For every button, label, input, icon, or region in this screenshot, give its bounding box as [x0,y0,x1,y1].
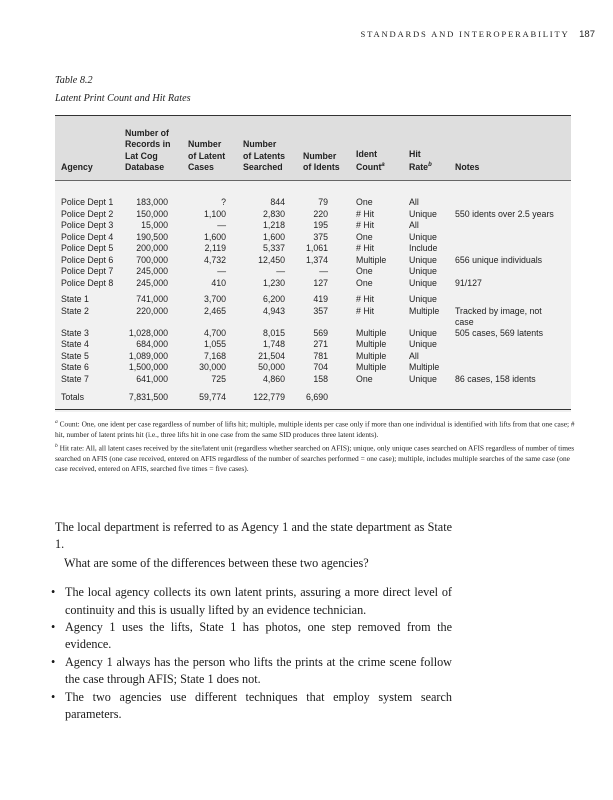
cell-records: 15,000 [141,220,168,230]
header-records: Number of Records in Lat Cog Database [125,127,171,173]
cell-idents: 375 [313,232,328,242]
cell-hit-rate: Unique [409,209,437,219]
cell-ident-count: One [356,266,373,276]
table-footnotes [55,417,575,475]
cell-records: 220,000 [136,306,168,316]
cell-idents: 271 [313,339,328,349]
header-notes: Notes [455,162,480,173]
cell-agency: State 4 [61,339,89,349]
cell-idents: 569 [313,328,328,338]
cell-ident-count: One [356,278,373,288]
cell-latent-cases: — [217,220,226,230]
list-item-text: The local agency collects its own latent prints, assuring a more direct level of continuity and this is usually lifted by an evidence technician. [65,585,452,617]
header-agency: Agency [61,162,93,173]
cell-records: 700,000 [136,255,168,265]
cell-latents-searched: 12,450 [258,255,285,265]
cell-latent-cases: 1,100 [203,209,226,219]
cell-ident-count: Multiple [356,339,387,349]
cell-agency: Police Dept 8 [61,278,114,288]
header-hit-rate [409,149,432,174]
cell-latents-searched: 2,830 [262,209,285,219]
cell-latents-searched: 1,748 [262,339,285,349]
cell-agency: Police Dept 2 [61,209,114,219]
cell-agency: Police Dept 7 [61,266,114,276]
cell-idents: 357 [313,306,328,316]
footnote-mark-b: b [428,162,432,169]
cell-records: 1,500,000 [128,362,168,372]
running-head [361,29,595,40]
cell-latents-searched: — [276,266,285,276]
cell-hit-rate: Unique [409,232,437,242]
cell-latent-cases: 4,732 [203,255,226,265]
cell-latent-cases: ? [221,197,226,207]
cell-latents-searched: 21,504 [258,351,285,361]
table-row [55,392,571,405]
cell-ident-count: One [356,374,373,384]
cell-latent-cases: 4,700 [203,328,226,338]
footnote-mark-a: a [381,162,385,169]
cell-latents-searched: 6,200 [262,294,285,304]
footnote-b-text: Hit rate: All, all latent cases received by the site/latent unit (regardless whether searched on AFIS); unique, only unique cases searched on AFIS regardless of number of times searched on AFIS (one case received, entered on AFIS regardless of the number of searches performed = one case); multiple, includes multiple searches of the same case (one case received, entered on AFIS, searched five times = five cases). [55,443,575,474]
list-item [51,654,452,689]
cell-hit-rate: Multiple [409,306,440,316]
cell-idents: 419 [313,294,328,304]
cell-hit-rate: Unique [409,255,437,265]
cell-idents: 158 [313,374,328,384]
cell-notes: 505 cases, 569 latents [455,328,544,338]
cell-ident-count: Multiple [356,362,387,372]
cell-idents: 79 [318,197,328,207]
footnote-b-mark: b [55,442,58,449]
table-row [55,278,571,291]
cell-latent-cases: 2,465 [203,306,226,316]
header-ident-count-label: Ident Count [356,148,382,173]
cell-latent-cases: 59,774 [199,392,226,402]
cell-hit-rate: All [409,351,419,361]
cell-ident-count: One [356,232,373,242]
cell-agency: State 5 [61,351,89,361]
cell-agency: Police Dept 1 [61,197,114,207]
cell-records: 1,028,000 [128,328,168,338]
running-head-title: STANDARDS AND INTEROPERABILITY [360,29,570,39]
cell-records: 741,000 [136,294,168,304]
footnote-a-text: Count: One, one ident per case regardless of number of lifts hit; multiple, multiple idents per case only if more than one individual is identified with lifts from that one case; # hit, number of latent prints hit (i.e., three lifts hit in one case from the same SID produces three latent idents). [55,419,575,440]
cell-latents-searched: 4,943 [262,306,285,316]
cell-agency: Totals [61,392,84,402]
cell-hit-rate: Include [409,243,438,253]
cell-latent-cases: — [217,266,226,276]
cell-ident-count: # Hit [356,209,375,219]
cell-ident-count: Multiple [356,328,387,338]
header-idents: Number of Idents [303,150,340,173]
cell-hit-rate: Unique [409,328,437,338]
cell-hit-rate: All [409,197,419,207]
cell-hit-rate: Unique [409,278,437,288]
header-ident-count [356,149,385,174]
list-item-text: Agency 1 uses the lifts, State 1 has photos, one step removed from the evidence. [65,620,452,652]
cell-latent-cases: 7,168 [203,351,226,361]
cell-agency: State 3 [61,328,89,338]
cell-records: 7,831,500 [128,392,168,402]
cell-notes: 656 unique individuals [455,255,543,265]
list-item [51,619,452,654]
cell-agency: Police Dept 4 [61,232,114,242]
cell-latents-searched: 1,230 [262,278,285,288]
cell-ident-count: Multiple [356,351,387,361]
cell-idents: 781 [313,351,328,361]
cell-latents-searched: 8,015 [262,328,285,338]
cell-notes: 550 idents over 2.5 years [455,209,554,219]
header-latents-searched: Number of Latents Searched [243,139,286,173]
cell-latent-cases: 30,000 [199,362,226,372]
body-text [51,519,452,723]
hit-rate-table [55,115,571,412]
cell-ident-count: # Hit [356,220,375,230]
bullet-icon: • [51,585,56,600]
cell-idents: 6,690 [305,392,328,402]
cell-records: 190,500 [136,232,168,242]
footnote-a-mark: a [55,419,58,425]
table-row [55,374,571,387]
cell-idents: 195 [313,220,328,230]
cell-latent-cases: 410 [211,278,226,288]
cell-latents-searched: 50,000 [258,362,285,372]
list-item-text: The two agencies use different techniques that employ system search parameters. [65,689,452,722]
list-item [51,584,452,619]
cell-ident-count: One [356,197,373,207]
cell-agency: Police Dept 3 [61,220,114,230]
list-item [51,689,452,724]
cell-latent-cases: 3,700 [203,294,226,304]
cell-idents: 127 [313,278,328,288]
table-row [55,306,571,328]
cell-latents-searched: 5,337 [262,243,285,253]
cell-ident-count: Multiple [356,255,387,265]
cell-agency: State 2 [61,306,89,316]
header-hit-rate-label: Hit Rate [409,148,429,173]
cell-hit-rate: All [409,220,419,230]
cell-agency: Police Dept 5 [61,243,114,253]
table-bottom-rule [55,409,571,410]
cell-latent-cases: 1,600 [203,232,226,242]
paragraph-1: The local department is referred to as Agency 1 and the state department as State 1. [55,520,452,552]
cell-hit-rate: Unique [409,374,437,384]
cell-ident-count: # Hit [356,306,375,316]
cell-hit-rate: Unique [409,266,437,276]
cell-idents: 1,061 [305,243,328,253]
bullet-icon: • [51,620,56,635]
cell-latents-searched: 1,218 [262,220,285,230]
cell-idents: 220 [313,209,328,219]
cell-latents-searched: 1,600 [262,232,285,242]
table-title: Latent Print Count and Hit Rates [55,93,191,104]
cell-records: 1,089,000 [128,351,168,361]
cell-notes: Tracked by image, not case [455,306,542,328]
cell-hit-rate: Unique [409,294,437,304]
cell-agency: Police Dept 6 [61,255,114,265]
cell-agency: State 6 [61,362,89,372]
cell-agency: State 1 [61,294,89,304]
cell-records: 245,000 [136,278,168,288]
cell-records: 200,000 [136,243,168,253]
cell-hit-rate: Unique [409,339,437,349]
cell-idents: 1,374 [305,255,328,265]
footnote-b [55,441,575,475]
table-label: Table 8.2 [55,75,93,86]
bullet-icon: • [51,689,56,704]
cell-ident-count: # Hit [356,243,375,253]
bullet-icon: • [51,654,56,669]
cell-idents: 704 [313,362,328,372]
cell-idents: — [319,266,328,276]
cell-records: 150,000 [136,209,168,219]
cell-latent-cases: 725 [211,374,226,384]
cell-records: 245,000 [136,266,168,276]
cell-latent-cases: 1,055 [203,339,226,349]
cell-records: 641,000 [136,374,168,384]
page-number: 187 [579,29,595,40]
header-latent-cases: Number of Latent Cases [188,139,226,173]
cell-agency: State 7 [61,374,89,384]
cell-notes: 91/127 [455,278,482,288]
footnote-a [55,417,575,441]
cell-latents-searched: 122,779 [253,392,285,402]
cell-records: 183,000 [136,197,168,207]
bullet-list [51,584,452,723]
table-header [55,116,571,181]
cell-records: 684,000 [136,339,168,349]
cell-hit-rate: Multiple [409,362,440,372]
cell-notes: 86 cases, 158 idents [455,374,536,384]
cell-latents-searched: 844 [270,197,285,207]
list-item-text: Agency 1 always has the person who lifts the prints at the crime scene follow the case through AFIS; State 1 does not. [65,654,452,687]
cell-latent-cases: 2,119 [204,243,226,253]
cell-ident-count: # Hit [356,294,375,304]
paragraph-2: What are some of the differences between these two agencies? [64,555,369,570]
cell-latents-searched: 4,860 [262,374,285,384]
